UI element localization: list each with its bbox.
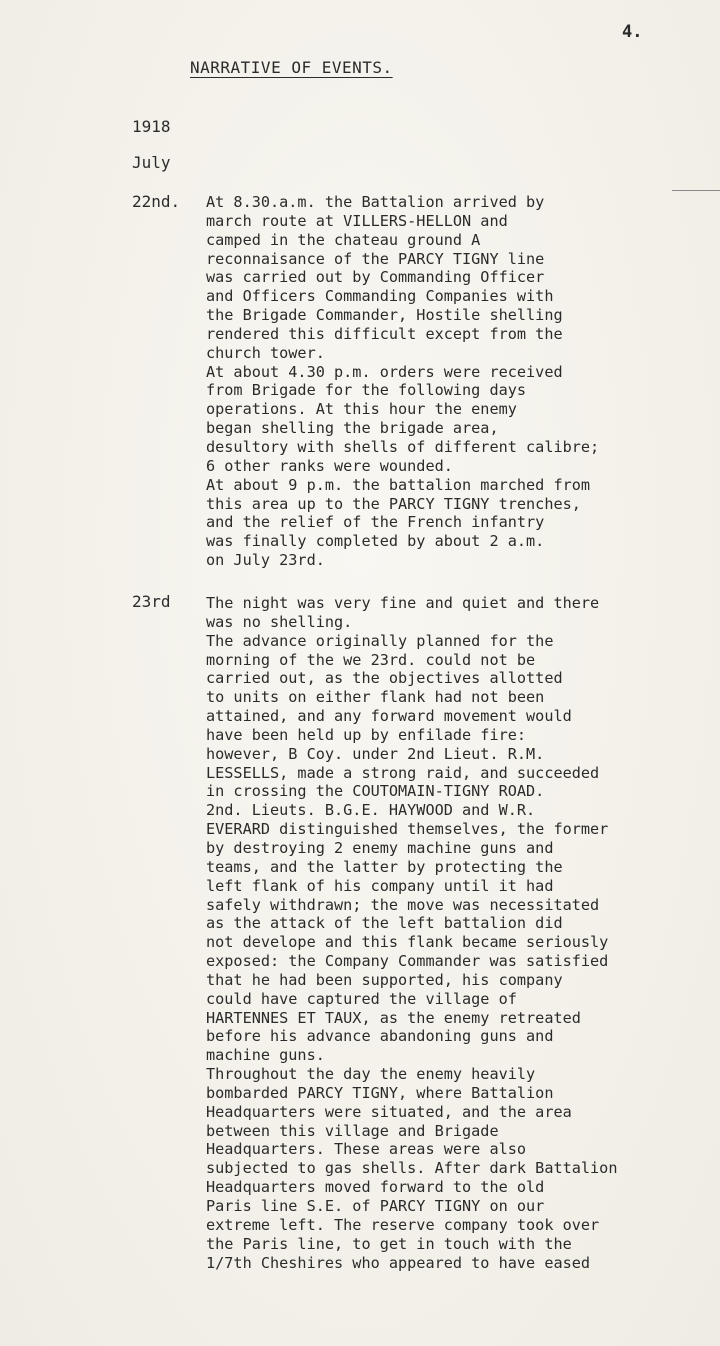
entry-text-22nd: At 8.30.a.m. the Battalion arrived by march route at VILLERS-HELLON and camped in the chateau ground A reconnaisance of the PARCY TIGNY line was carried out by Commanding Officer and Officers Commanding Companies with the Brigade Commander, Hostile shelling rendered this difficult except from the church tower. At about 4.30 p.m. orders were received from Brigade for the following days operations. At this hour the enemy began shelling the brigade area, desultory with shells of different calibre; 6 other ranks were wounded. At about 9 p.m. the battalion marched from this area up to the PARCY TIGNY trenches, and the relief of the French infantry was finally completed by about 2 a.m. on July 23rd. xyxy=(206,193,600,570)
year-heading: 1918 xyxy=(132,117,171,136)
document-title: NARRATIVE OF EVENTS. xyxy=(190,58,393,77)
entry-text-23rd: The night was very fine and quiet and there was no shelling. The advance originally planned for the morning of the we 23rd. could not be carried out, as the objectives allotted to units on either flank had not been attained, and any forward movement would have been held up by enfilade fire: however, B Coy. under 2nd Lieut. R.M. LESSELLS, made a strong raid, and succeeded in crossing the COUTOMAIN-TIGNY ROAD. 2nd. Lieuts. B.G.E. HAYWOOD and W.R. EVERARD distinguished themselves, the former by destroying 2 enemy machine guns and teams, and the latter by protecting the left flank of his company until it had safely withdrawn; the move was necessitated as the attack of the left battalion did not develope and this flank became seriously exposed: the Company Commander was satisfied that he had been supported, his company could have captured the village of HARTENNES ET TAUX, as the enemy retreated before his advance abandoning guns and machine guns. Throughout the day the enemy heavily bombarded PARCY TIGNY, where Battalion Headquarters were situated, and the area between this village and Brigade Headquarters. These areas were also subjected to gas shells. After dark Battalion Headquarters moved forward to the old Paris line S.E. of PARCY TIGNY on our extreme left. The reserve company took over the Paris line, to get in touch with the 1/7th Cheshires who appeared to have eased xyxy=(206,594,618,1272)
entry-date-23rd: 23rd xyxy=(132,592,171,611)
month-heading: July xyxy=(132,153,171,172)
page-number: 4. xyxy=(622,22,643,42)
margin-pencil-mark xyxy=(672,190,720,191)
entry-date-22nd: 22nd. xyxy=(132,192,181,211)
